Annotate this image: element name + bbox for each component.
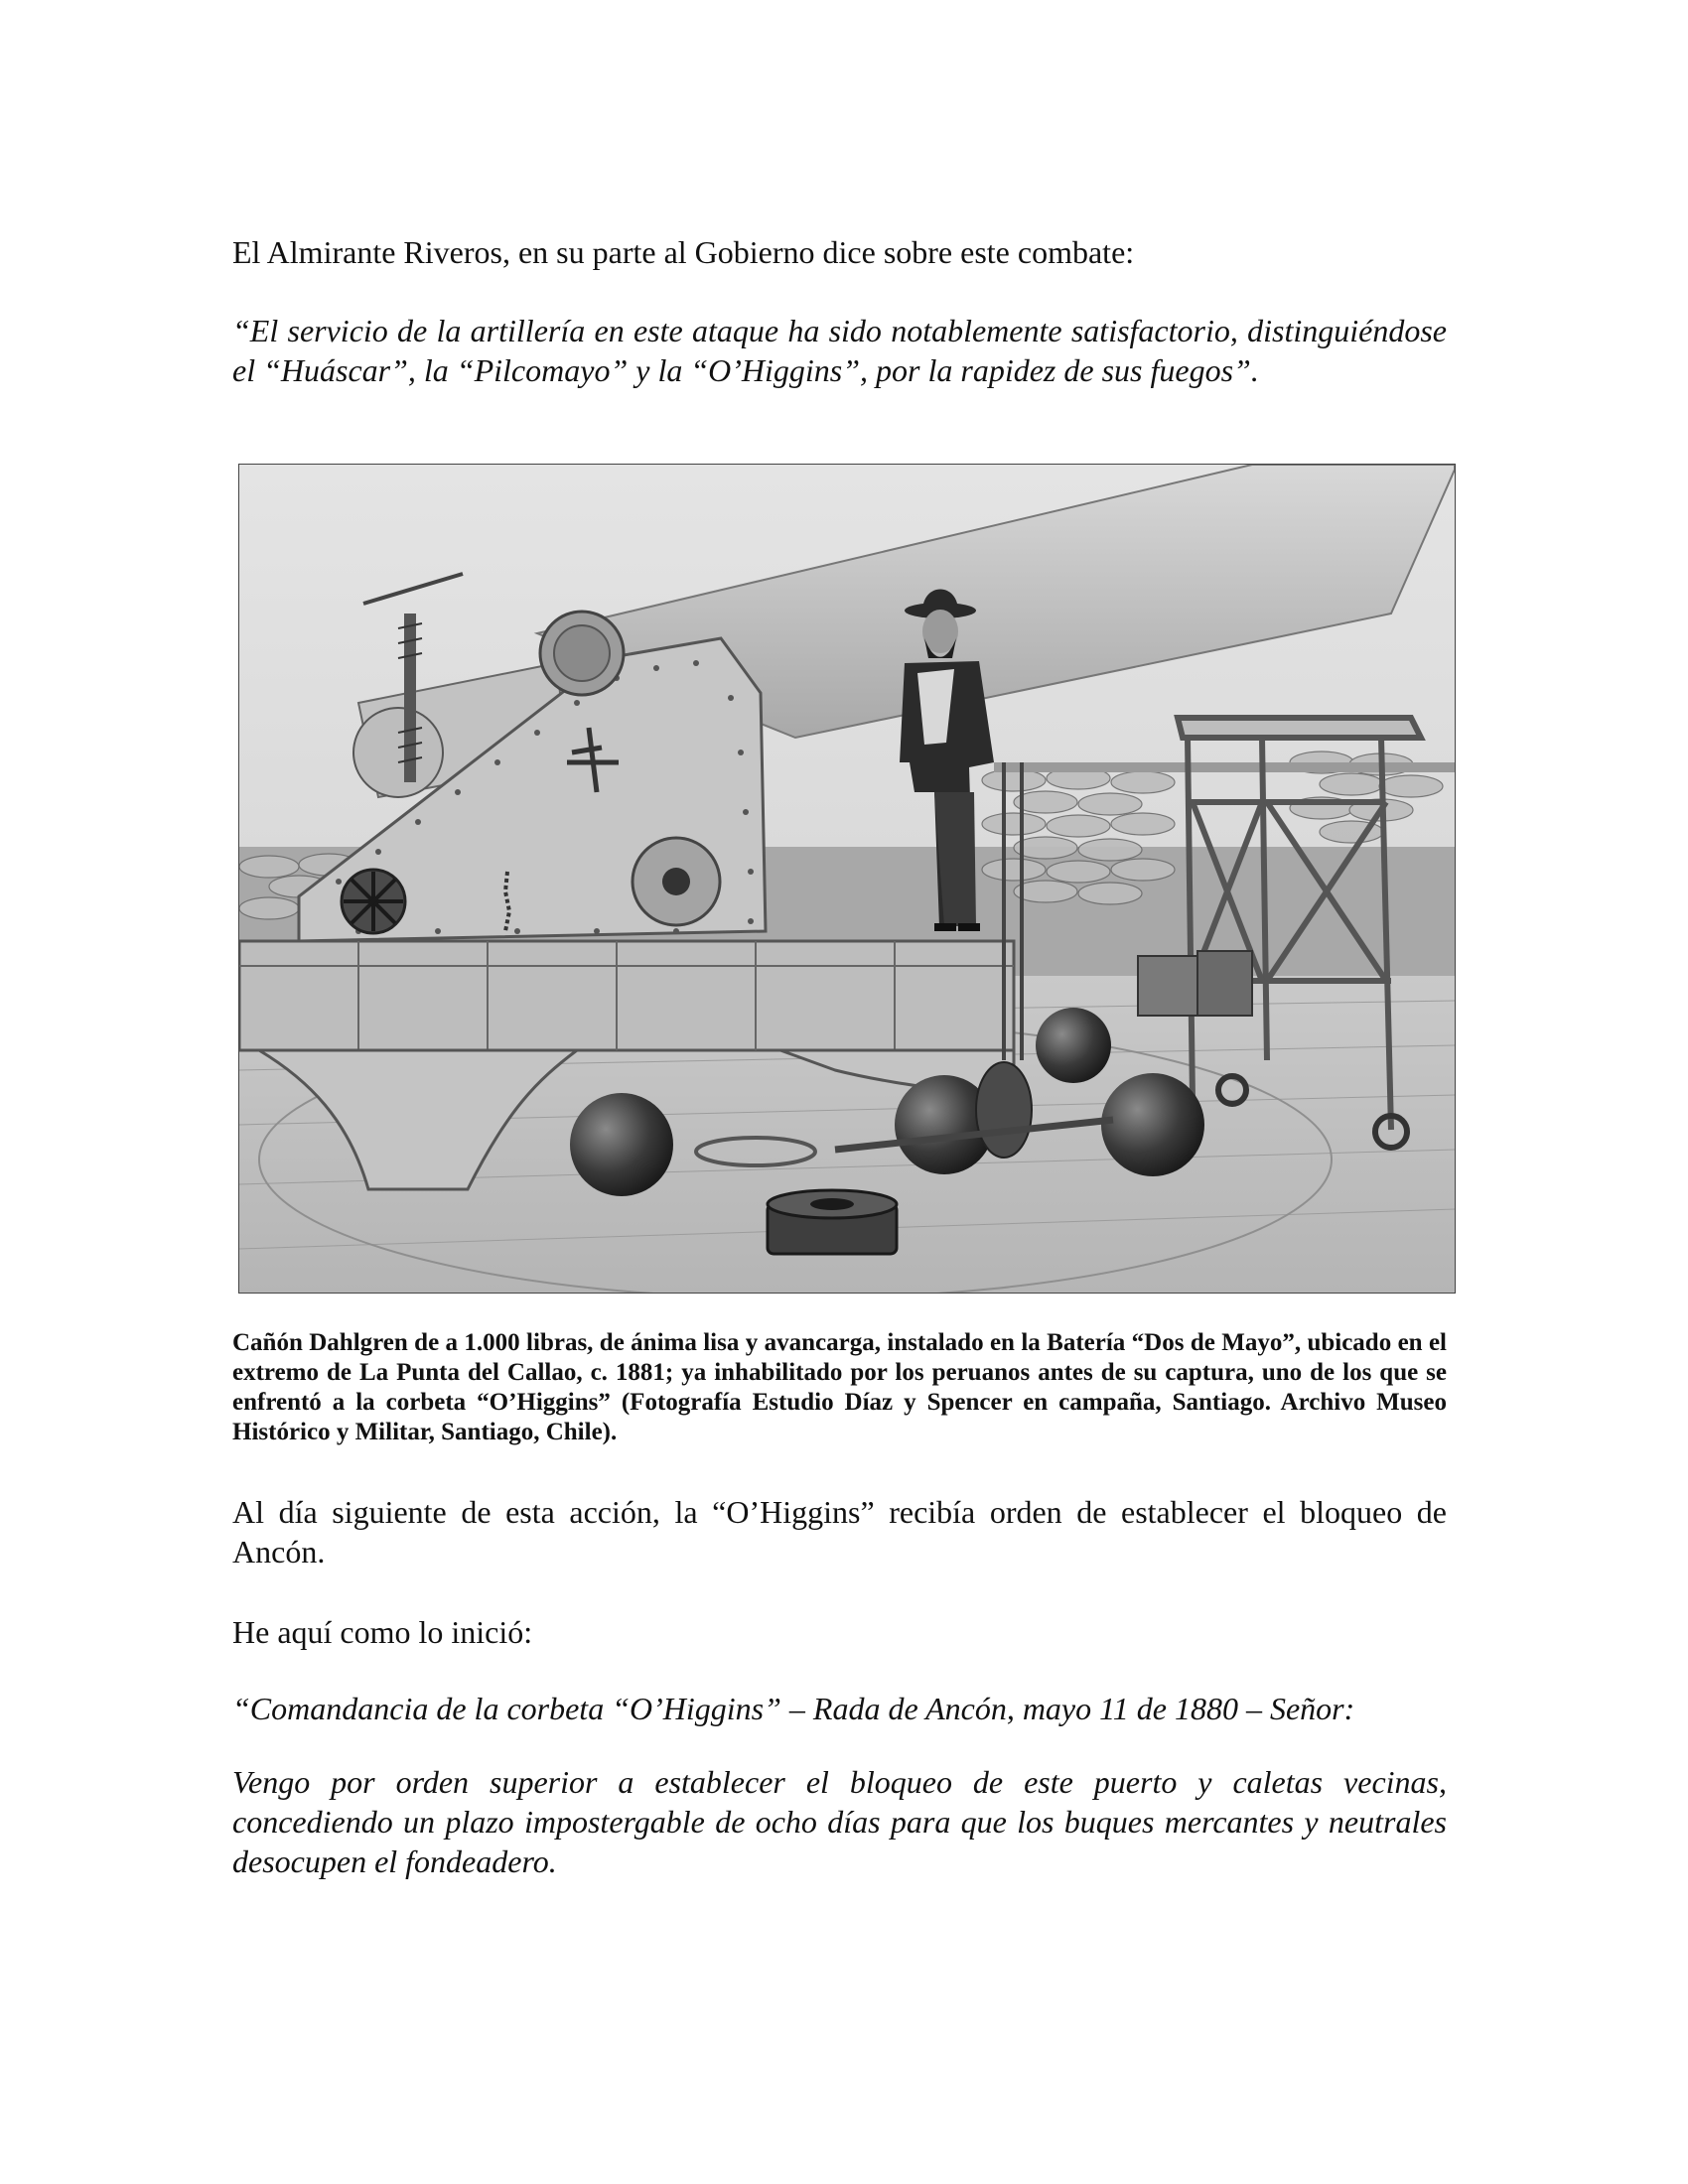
dahlgren-cannon-photo	[238, 464, 1456, 1294]
intro-paragraph: El Almirante Riveros, en su parte al Gobierno dice sobre este combate:	[232, 234, 1135, 270]
photo-caption: Cañón Dahlgren de a 1.000 libras, de ánima lisa y avancarga, instalado en la Batería “Dos de Mayo”, ubicado en el extremo de La Punta del Callao, c. 1881; ya inhabilitado por los peruanos antes de su captura, uno de los que se enfrentó a la corbeta “O’Higgins” (Fotografía Estudio Díaz y Spencer en campaña, Santiago. Archivo Museo Histórico y Militar, Santiago, Chile).	[232, 1329, 1447, 1445]
here-paragraph: He aquí como lo inició:	[232, 1614, 533, 1650]
comandancia-heading: “Comandancia de la corbeta “O’Higgins” – Rada de Ancón, mayo 11 de 1880 – Señor:	[232, 1691, 1355, 1726]
next-day-paragraph: Al día siguiente de esta acción, la “O’Higgins” recibía orden de establecer el bloqueo de Ancón.	[232, 1494, 1447, 1570]
blockade-letter-paragraph: Vengo por orden superior a establecer el bloqueo de este puerto y caletas vecinas, concediendo un plazo impostergable de ocho días para que los buques mercantes y neutrales desocupen el fondeadero.	[232, 1764, 1447, 1879]
admiral-quote: “El servicio de la artillería en este ataque ha sido notablemente satisfactorio, distinguiéndose el “Huáscar”, la “Pilcomayo” y la “O’Higgins”, por la rapidez de sus fuegos”.	[232, 313, 1447, 388]
